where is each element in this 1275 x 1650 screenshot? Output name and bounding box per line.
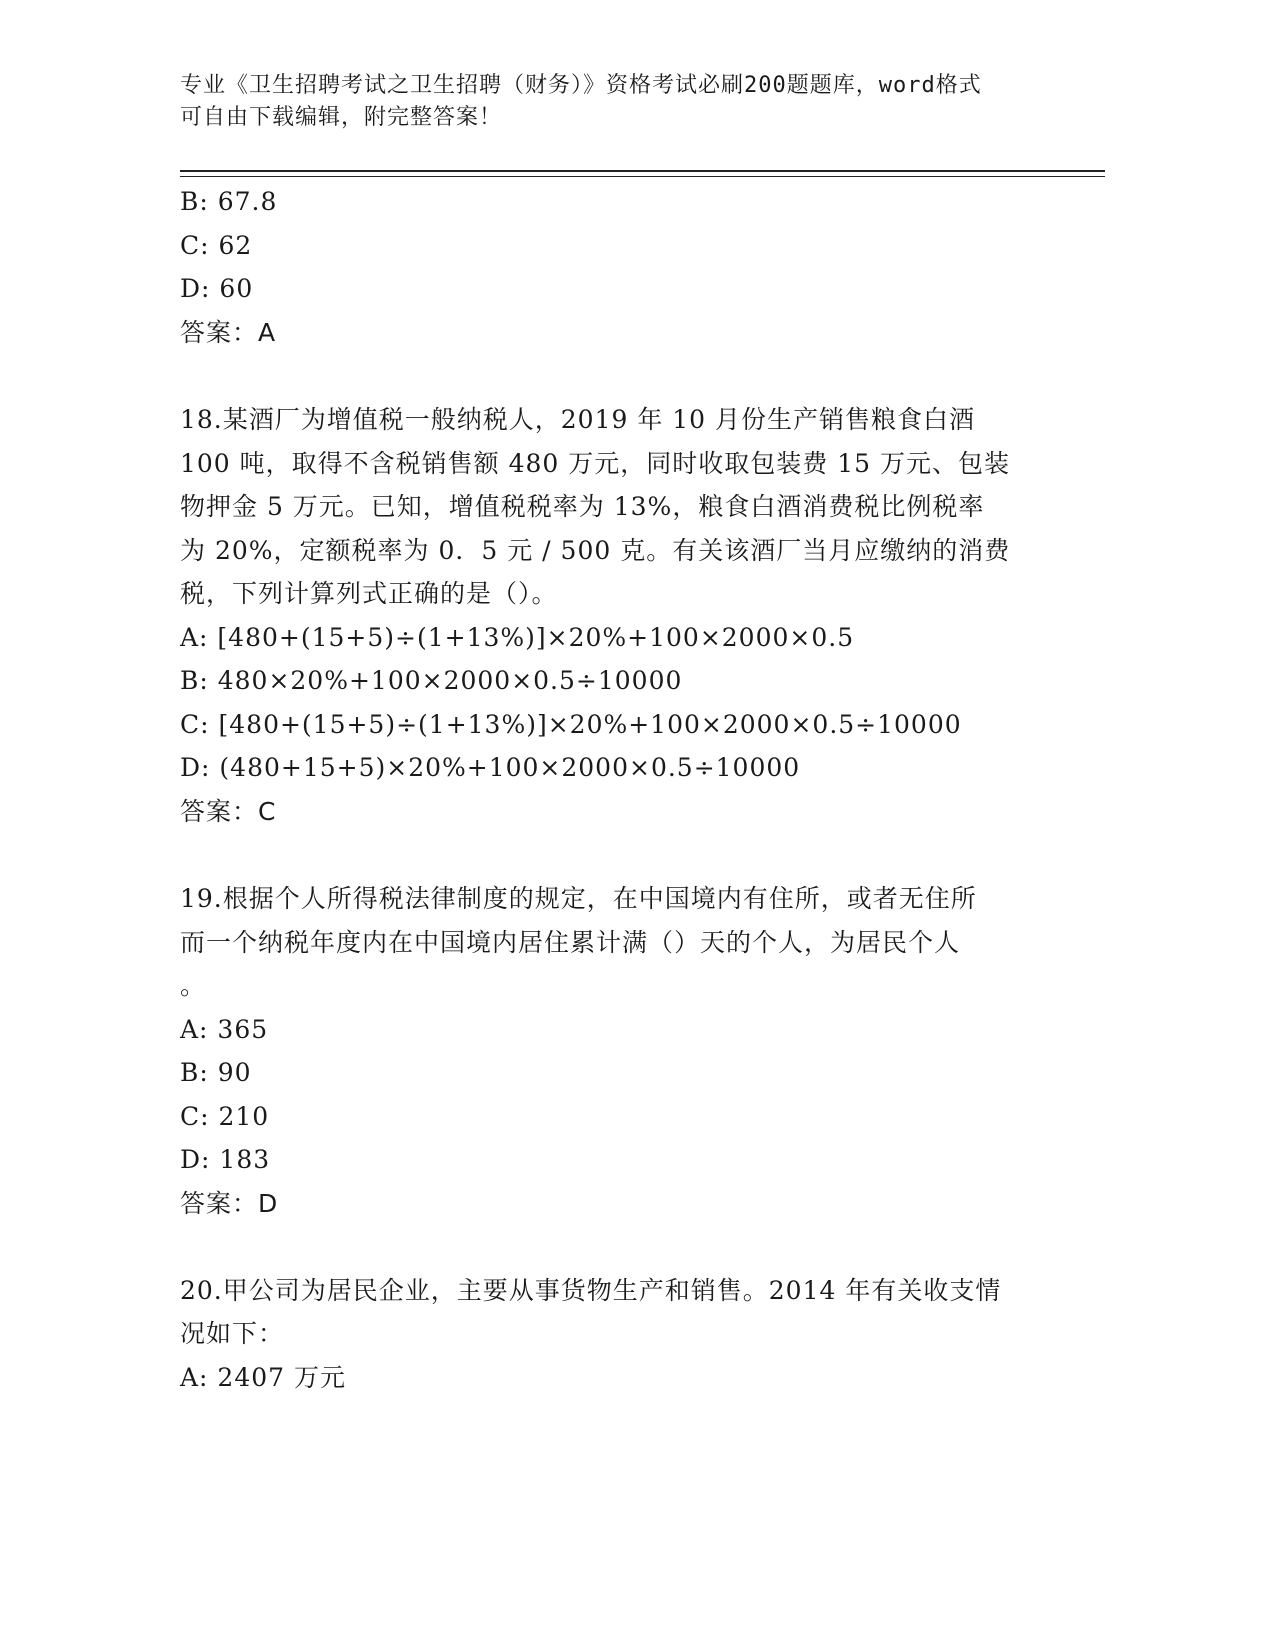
q17-answer: 答案：A: [180, 318, 277, 347]
q19-stem-line-1: 19.根据个人所得税法律制度的规定，在中国境内有住所，或者无住所: [180, 884, 977, 913]
document-header: [180, 70, 1060, 134]
q19-option-b: B: 90: [180, 1058, 252, 1087]
q18-answer: 答案：C: [180, 797, 277, 826]
q18-stem-line-5: 税，下列计算列式正确的是（）。: [180, 579, 558, 608]
q19-option-c: C: 210: [180, 1102, 270, 1131]
q19-stem-line-2: 而一个纳税年度内在中国境内居住累计满（）天的个人，为居民个人: [180, 928, 961, 957]
q18-option-a: A: [480+(15+5)÷(1+13%)]×20%+100×2000×0.5: [180, 623, 855, 652]
q17-option-c: C: 62: [180, 231, 253, 260]
header-line-2: 可自由下载编辑，附完整答案！: [180, 105, 503, 130]
q19-option-a: A: 365: [180, 1015, 269, 1044]
header-divider-thick: [180, 170, 1105, 172]
q18-stem-line-1: 18.某酒厂为增值税一般纳税人，2019 年 10 月份生产销售粮食白酒: [180, 405, 976, 434]
q18-stem-line-2: 100 吨，取得不含税销售额 480 万元，同时收取包装费 15 万元、包装: [180, 449, 1010, 478]
q17-option-d: D: 60: [180, 274, 254, 303]
q19-option-d: D: 183: [180, 1145, 271, 1174]
q17-option-b: B: 67.8: [180, 187, 278, 216]
q18-option-d: D: (480+15+5)×20%+100×2000×0.5÷10000: [180, 753, 801, 782]
q18-option-b: B: 480×20%+100×2000×0.5÷10000: [180, 666, 683, 695]
q18-stem-line-4: 为 20%，定额税率为 0．5 元 / 500 克。有关该酒厂当月应缴纳的消费: [180, 536, 1011, 565]
q20-option-a: A: 2407 万元: [180, 1363, 346, 1392]
q18-stem-line-3: 物押金 5 万元。已知，增值税税率为 13%，粮食白酒消费税比例税率: [180, 492, 985, 521]
q19-stem-line-3: 。: [180, 971, 207, 1000]
q19-answer: 答案：D: [180, 1189, 279, 1218]
q18-option-c: C: [480+(15+5)÷(1+13%)]×20%+100×2000×0.5÷10000: [180, 710, 962, 739]
q20-stem-line-1: 20.甲公司为居民企业，主要从事货物生产和销售。2014 年有关收支情: [180, 1276, 1002, 1305]
header-line-1: 专业《卫生招聘考试之卫生招聘（财务）》资格考试必刷200题题库，word格式: [180, 73, 982, 98]
q20-stem-line-2: 况如下：: [180, 1319, 285, 1348]
header-divider-thin: [180, 176, 1105, 177]
